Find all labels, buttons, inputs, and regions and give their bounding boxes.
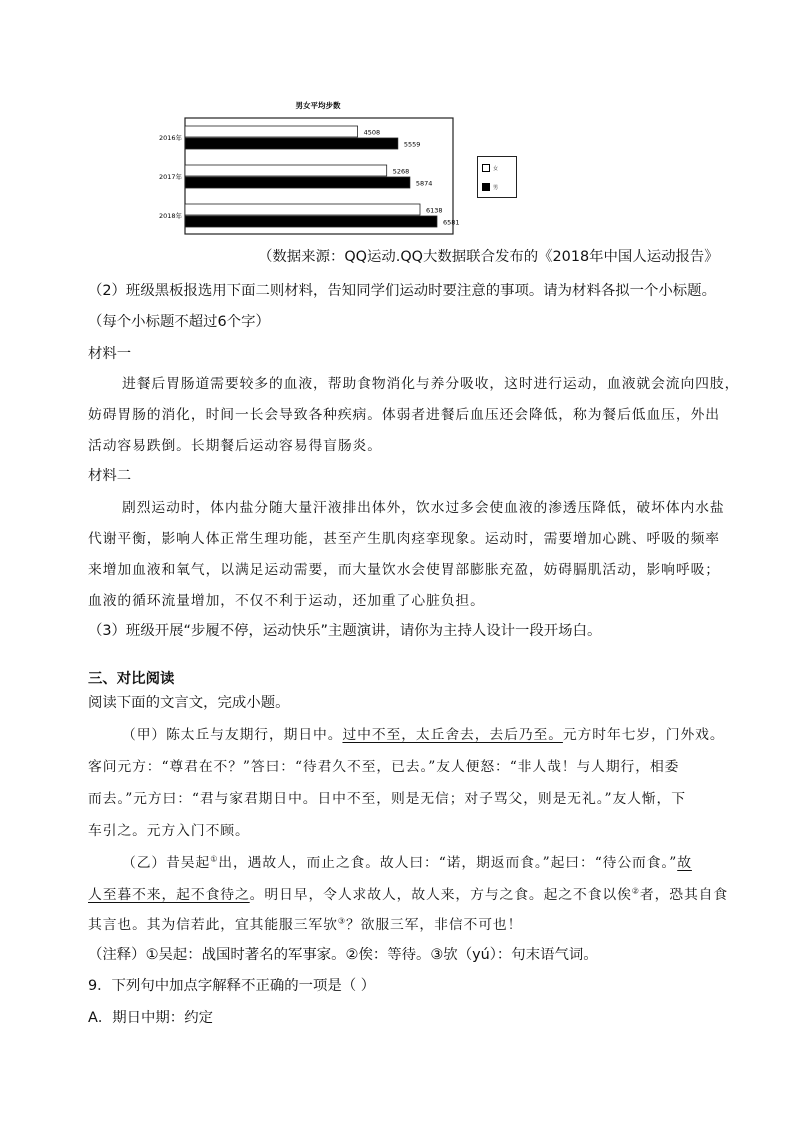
category-tick-label: 2016年	[158, 134, 182, 142]
category-tick-label: 2017年	[158, 173, 182, 181]
material2-line: 剧烈运动时，体内盐分随大量汗液排出体外，饮水过多会使血液的渗透压降低，破坏体内水盐	[122, 500, 725, 516]
passage-jia-text: （甲）陈太丘与友期行，期日中。	[122, 727, 343, 743]
bar-female	[185, 126, 358, 137]
passage-jia-text: 元方时年七岁，门外戏。	[562, 727, 725, 743]
bar-male	[185, 216, 437, 227]
passage-yi-text: ？欲服三军，非信不可也！	[345, 917, 523, 933]
chart-title: 男女平均步数	[295, 101, 341, 110]
legend-swatch-male	[482, 183, 490, 191]
material1-label: 材料一	[88, 346, 132, 362]
question-2-line2: （每个小标题不超过6个字）	[88, 314, 270, 330]
bar-value-label: 6138	[425, 206, 443, 215]
section-3-intro: 阅读下面的文言文，完成小题。	[88, 695, 290, 711]
passage-yi-line	[122, 853, 692, 873]
question-2-line1: （2）班级黑板报选用下面二则材料，告知同学们运动时要注意的事项。请为材料各拟一个小标题。	[88, 283, 716, 299]
passage-yi-text: 其言也。其为信若此，宜其能服三军欤	[88, 917, 338, 933]
passage-jia-line	[122, 725, 725, 745]
passage-yi-text: 。明日早，令人求故人，故人来，方与之食。起之不食以俟	[249, 887, 632, 903]
chart-legend	[477, 156, 517, 198]
question-9-option-a: A．期日中期：约定	[88, 1010, 213, 1026]
material1-line: 妨碍胃肠的消化，时间一长会导致各种疾病。体弱者进餐后血压还会降低，称为餐后低血压，外出	[88, 407, 720, 423]
chart-source-note: （数据来源：QQ运动.QQ大数据联合发布的《2018年中国人运动报告》	[258, 249, 719, 265]
passage-yi-text: 出，遇故人，而止之食。故人曰：“诺，期返而食。”起曰：“待公而食。”	[218, 855, 678, 871]
passage-jia-line: 客问元方：“尊君在不？”答曰：“待君久不至，已去。”友人便怒：“非人哉！与人期行，相委	[88, 759, 680, 775]
passage-yi-line	[88, 885, 728, 905]
legend-label-male: 男	[493, 184, 499, 191]
material2-line: 血液的循环流量增加，不仅不利于运动，还加重了心脏负担。	[88, 593, 485, 609]
footnote-marker: ③	[337, 916, 346, 926]
legend-item-male	[482, 182, 498, 192]
footnote-marker: ①	[210, 854, 219, 864]
footnotes: （注释）①吴起：战国时著名的军事家。②俟：等待。③欤（yú）：句末语气词。	[88, 947, 598, 963]
bar-female	[185, 165, 387, 176]
bar-value-label: 5268	[392, 167, 410, 176]
bar-female	[185, 204, 420, 215]
passage-yi-text: （乙）昔吴起	[122, 855, 211, 871]
material1-line: 活动容易跌倒。长期餐后运动容易得盲肠炎。	[88, 438, 382, 454]
passage-yi-text: 者，恐其自食	[639, 887, 729, 903]
passage-jia-underlined: 过中不至，太丘舍去，去后乃至。	[342, 727, 563, 743]
passage-jia-line: 车引之。元方入门不顾。	[88, 823, 250, 839]
bar-chart	[140, 96, 460, 244]
material1-line: 进餐后胃肠道需要较多的血液，帮助食物消化与养分吸收，这时进行运动，血液就会流向四肢，	[122, 376, 740, 392]
material2-line: 来增加血液和氧气，以满足运动需要，而大量饮水会使胃部膨胀充盈，妨碍膈肌活动，影响呼吸；	[88, 562, 720, 578]
material2-line: 代谢平衡，影响人体正常生理功能，甚至产生肌肉痉挛现象。运动时，需要增加心跳、呼吸的频率	[88, 531, 720, 547]
footnote-marker: ②	[631, 886, 640, 896]
bar-value-label: 5559	[403, 140, 421, 149]
passage-yi-line	[88, 915, 522, 935]
bar-value-label: 6581	[442, 218, 460, 227]
legend-item-female	[482, 163, 498, 173]
question-3: （3）班级开展“步履不停，运动快乐”主题演讲，请你为主持人设计一段开场白。	[88, 623, 602, 639]
bar-value-label: 5874	[415, 179, 433, 188]
passage-yi-underlined: 故	[677, 855, 692, 871]
question-9-stem: 9．下列句中加点字解释不正确的一项是（ ）	[88, 978, 376, 994]
category-tick-label: 2018年	[158, 212, 182, 220]
bar-male	[185, 138, 398, 149]
legend-swatch-female	[482, 164, 490, 172]
bar-value-label: 4508	[363, 128, 381, 137]
bar-male	[185, 177, 410, 188]
section-3-heading: 三、对比阅读	[88, 671, 175, 687]
passage-jia-line: 而去。”元方曰：“君与家君期日中。日中不至，则是无信；对子骂父，则是无礼。”友人惭，下	[88, 791, 686, 807]
passage-yi-underlined: 人至暮不来，起不食待之	[88, 887, 250, 903]
material2-label: 材料二	[88, 468, 132, 484]
chart-canvas	[140, 96, 460, 240]
legend-label-female: 女	[493, 165, 499, 172]
